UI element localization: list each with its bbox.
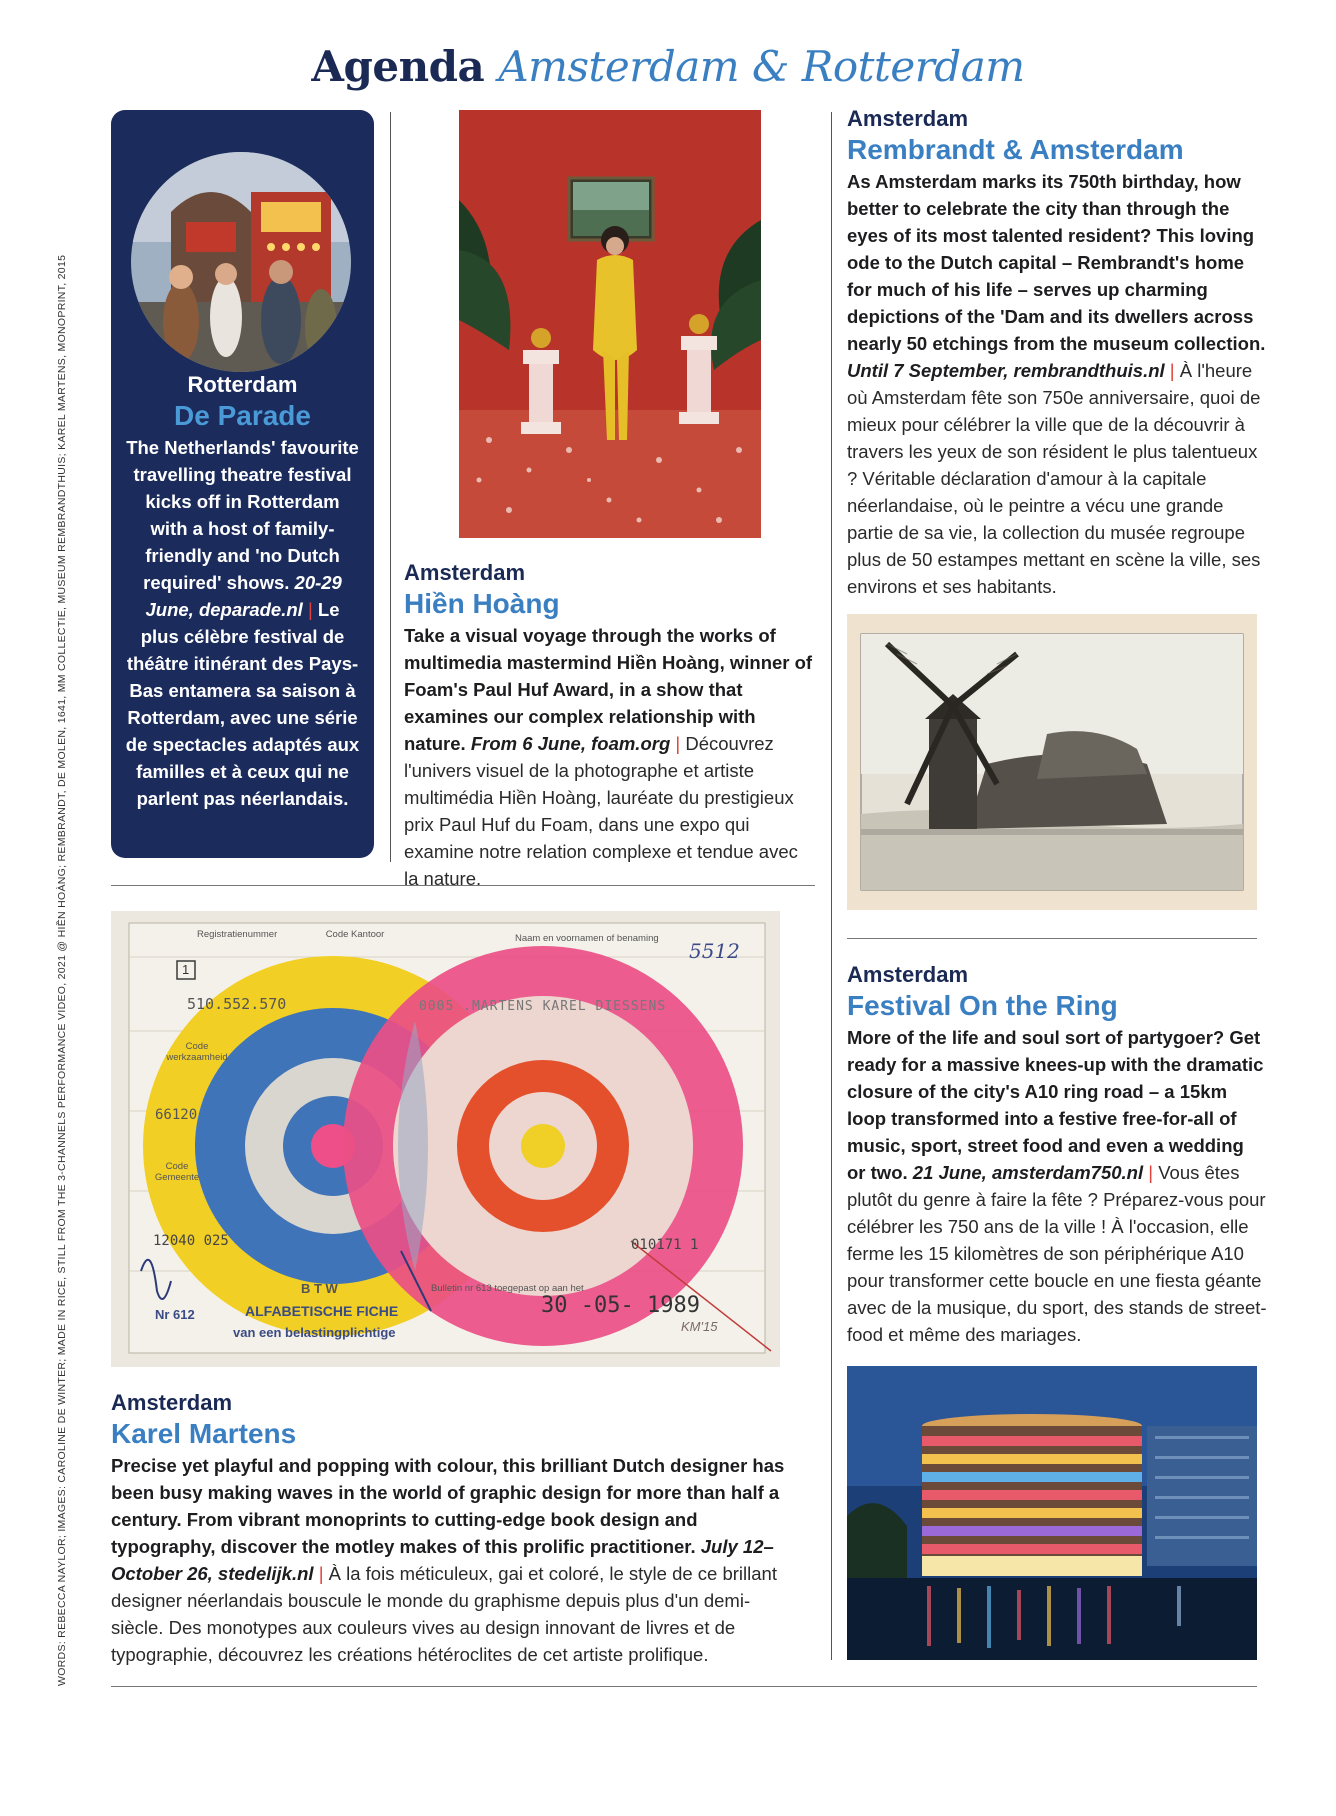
martens-article: [111, 1390, 801, 1668]
ring-body-fr: Vous êtes plutôt du genre à faire la fête ? Préparez-vous pour célébrer les 750 ans de la ville ! À l'occasion, elle ferme les 15 kilomètres de son périphérique A10 pour transformer cette boucle en une fiesta géante avec de la musique, du sport, des stands de street-food et même des mariages.: [847, 1162, 1267, 1345]
hoang-photo: [459, 110, 761, 538]
rembrandt-body-en: As Amsterdam marks its 750th birthday, how better to celebrate the city than through the eyes of its most talented resident? This loving ode to the Dutch capital – Rembrandt's home for much of his life – serves up charming depictions of the 'Dam and its dwellers across nearly 50 etchings from the museum collection.: [847, 171, 1266, 354]
fiche-nr612: Nr 612: [155, 1307, 195, 1322]
fiche-bulletin: Bulletin nr 613 toegepast op aan het: [431, 1283, 584, 1294]
photo-credit: WORDS: REBECCA NAYLOR; IMAGES: CAROLINE DE WINTER; MADE IN RICE, STILL FROM THE 3-CHANNELS PERFORMANCE VIDEO, 2021 @ HIỀN HOÀNG; REMBRANDT, DE MOLEN, 1641, MM COLLECTIE, MUSEUM REMBRANDTHUIS; KAREL MARTENS, MONOPRINT, 2015: [56, 254, 68, 1686]
fiche-reg-label: Registratienummer: [197, 929, 278, 940]
rembrandt-body-fr: À l'heure où Amsterdam fête son 750e anniversaire, quoi de mieux pour célébrer la ville que de la découvrir à travers les yeux de son résident le plus talentueux ? Véritable déclaration d'amour à la capitale néerlandaise, où le peintre a vécu une grande partie de sa vie, la collection du musée regroupe plus de 50 estampes mettant en scène la ville, ses environs et ses habitants.: [847, 360, 1261, 597]
ring-body: [847, 1024, 1267, 1348]
ring-photo: [847, 1366, 1257, 1660]
rembrandt-separator: |: [1169, 360, 1175, 381]
fiche-code-kantoor: Code Kantoor: [325, 929, 385, 940]
ring-date[interactable]: 21 June, amsterdam750.nl: [912, 1162, 1144, 1183]
parade-photo: [131, 152, 351, 372]
parade-separator: |: [307, 599, 313, 620]
fiche-box-number: 1: [182, 962, 190, 977]
rembrandt-heading: Rembrandt & Amsterdam: [847, 134, 1184, 165]
hoang-heading: Hiền Hoàng: [404, 588, 560, 619]
hoang-date[interactable]: From 6 June, foam.org: [470, 733, 671, 754]
martens-separator: |: [318, 1563, 324, 1584]
parade-body-en-text: The Netherlands' favourite travelling theatre festival kicks off in Rotterdam with a host of family-friendly and 'no Dutch required' shows.: [126, 437, 359, 593]
column-divider-left: [390, 112, 391, 862]
martens-body: [111, 1452, 801, 1668]
ring-heading: Festival On the Ring: [847, 990, 1118, 1021]
fiche-alfa: ALFABETISCHE FICHE: [245, 1303, 399, 1319]
parade-body-fr: Le plus célèbre festival de théâtre itinérant des Pays-Bas entamera sa saison à Rotterdam, avec une série de spectacles adaptés aux familles et à ceux qui ne parlent pas néerlandais.: [125, 599, 360, 809]
martens-heading: Karel Martens: [111, 1418, 297, 1449]
fiche-code-werk: Code werkzaamheid: [166, 1041, 228, 1063]
martens-date[interactable]: July 12–October 26, stedelijk.nl: [111, 1536, 774, 1584]
rembrandt-date[interactable]: Until 7 September, rembrandthuis.nl: [847, 360, 1165, 381]
martens-city: Amsterdam: [111, 1390, 233, 1415]
parade-heading: De Parade: [174, 400, 311, 431]
section-divider-right: [847, 938, 1257, 939]
hoang-separator: |: [675, 733, 681, 754]
page-title: [0, 42, 1336, 91]
hoang-body-en: Take a visual voyage through the works of multimedia mastermind Hiền Hoàng, winner of Foam's Paul Huf Award, in a show that examines our complex relationship with nature.: [404, 625, 813, 754]
column-divider-right: [831, 112, 832, 1660]
ring-city: Amsterdam: [847, 962, 969, 987]
hoang-city: Amsterdam: [404, 560, 526, 585]
hoang-body-fr: Découvrez l'univers visuel de la photographe et artiste multimédia Hiền Hoàng, lauréate du prestigieux prix Paul Huf du Foam, dans une expo qui examine notre relation complexe et tendue avec la nature.: [404, 733, 798, 889]
fiche-btw: B T W: [301, 1281, 338, 1296]
fiche-num-010171: 010171 1: [631, 1237, 699, 1253]
title-main: Agenda: [311, 42, 485, 91]
martens-body-en: Precise yet playful and popping with colour, this brilliant Dutch designer has been busy making waves in the world of graphic design for more than half a century. From vibrant monoprints to cutting-edge book design and typography, discover the motley makes of this prolific practitioner.: [111, 1455, 785, 1557]
fiche-reg-number: 510.552.570: [187, 995, 287, 1013]
martens-body-fr: À la fois méticuleux, gai et coloré, le style de ce brillant designer néerlandais bouscule le monde du graphisme depuis plus d'un demi-siècle. Des monotypes aux couleurs vives au design innovant de livres et de typographie, découvrez les créations hétéroclites de cet artiste prolifique.: [111, 1563, 777, 1665]
fiche-van-een: van een belastingplichtige: [233, 1325, 396, 1340]
fiche-hand-number: 5512: [689, 939, 740, 963]
fiche-code-gemeente: Code Gemeente: [154, 1161, 200, 1183]
rembrandt-etching: [847, 614, 1257, 910]
ring-article: [847, 962, 1267, 1348]
title-accent: Amsterdam & Rotterdam: [498, 42, 1025, 91]
fiche-num-66120: 66120: [155, 1107, 198, 1123]
ring-body-en: More of the life and soul sort of partygoer? Get ready for a massive knees-up with the dramatic closure of the city's A10 ring road – a 15km loop transformed into a festive free-for-all of music, sport, street food and even a wedding or two.: [847, 1027, 1264, 1183]
fiche-signature: KM'15: [681, 1319, 718, 1334]
hoang-body: [404, 622, 814, 892]
rembrandt-article: [847, 106, 1267, 600]
parade-date[interactable]: 20-29 June, deparade.nl: [145, 572, 342, 620]
fiche-num-12040: 12040 025: [153, 1233, 229, 1249]
fiche-stamp-text: 0005 .MARTENS KAREL DIESSENS: [419, 999, 667, 1014]
parade-body-en: [125, 434, 360, 812]
ring-separator: |: [1148, 1162, 1154, 1183]
parade-city: Rotterdam: [187, 372, 298, 397]
page-bottom-rule: [111, 1686, 1257, 1687]
hoang-article: [404, 560, 814, 892]
parade-panel: [111, 110, 374, 858]
fiche-naam-label: Naam en voornamen of benaming: [515, 933, 659, 944]
martens-fiche: [111, 911, 780, 1367]
rembrandt-city: Amsterdam: [847, 106, 969, 131]
rembrandt-body: [847, 168, 1267, 600]
fiche-date-stamp: 30 -05- 1989: [541, 1293, 700, 1318]
